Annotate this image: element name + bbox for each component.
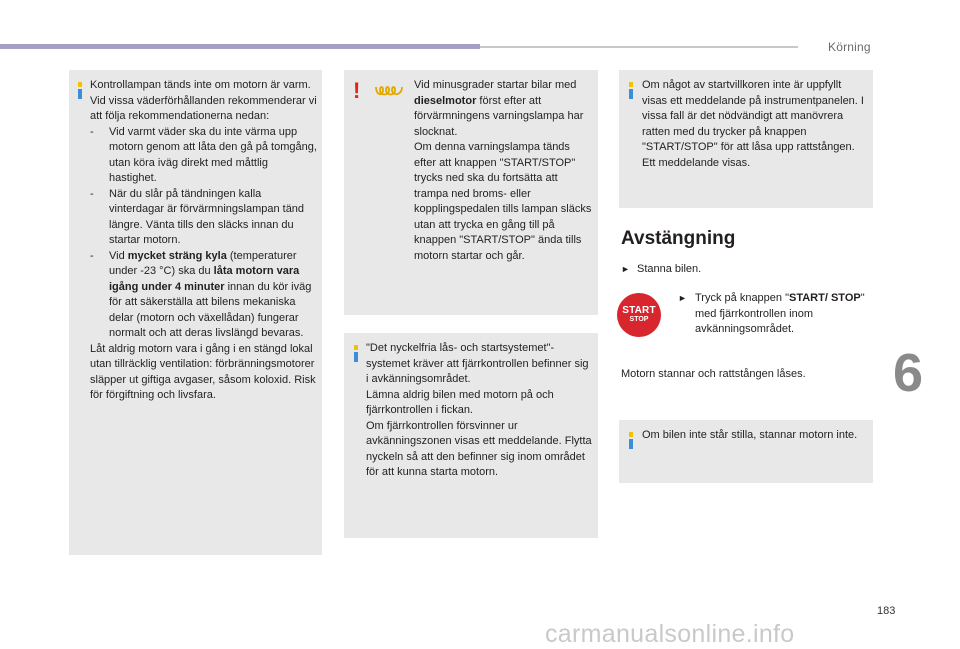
left-outro: Låt aldrig motorn vara i gång i en stängd lokal utan tillräcklig ventilation: förbränningsmotorer släpper ut giftiga avgaser, såsom koloxid. Risk för förgiftning och livsfara. (90, 342, 316, 401)
chapter-number: 6 (893, 343, 924, 403)
info-box-left-text (90, 78, 318, 404)
middle-bottom-p1: "Det nyckelfria lås- och startsystemet"-systemet kräver att fjärrkontrollen befinner sig i avkänningsområdet. (366, 342, 589, 385)
left-list-item-3: - Vid mycket sträng kyla (temperaturer under -23 °C) ska du låta motorn vara igång under 4 minuter innan du kör iväg för att säkerställa att bilens mekaniska delar (motorn och växellådan) fungerar normalt och att deras livslängd bevaras. (90, 249, 318, 342)
warning-box-middle-text (414, 78, 592, 264)
info-icon (78, 82, 82, 99)
header-rule (480, 46, 798, 48)
info-box-right-top-text (642, 78, 868, 171)
preheating-coil-icon (374, 84, 404, 100)
shutdown-step-2: ► Tryck på knappen "START/ STOP" med fjärrkontrollen inom avkänningsområdet. (678, 292, 865, 335)
middle-bottom-p3: Om fjärrkontrollen försvinner ur avkänningszonen visas ett meddelande. Flytta nyckeln så att den befinner sig inom området för att kunna starta motorn. (366, 419, 592, 478)
right-bottom-text: Om bilen inte står stilla, stannar motorn inte. (642, 429, 858, 441)
start-stop-button-icon: START STOP (617, 293, 661, 337)
header-accent-bar (0, 44, 480, 49)
info-box-right-bottom-text (642, 428, 868, 444)
shutdown-step-1: ► Stanna bilen. (621, 262, 871, 278)
bullet-triangle-icon: ► (678, 293, 687, 303)
left-list-item-2: - När du slår på tändningen kalla vinterdagar är förvärmningslampan tänd längre. Vänta tills den släcks innan du startar motorn. (90, 187, 318, 249)
warning-icon: ! (353, 78, 361, 103)
shutdown-result: Motorn stannar och rattstången låses. (621, 368, 806, 380)
middle-top-p1: Vid minusgrader startar bilar med dieselmotor först efter att förvärmningens varningslampa har slocknat. (414, 79, 584, 138)
watermark: carmanualsonline.info (545, 620, 795, 648)
left-intro: Kontrollampan tänds inte om motorn är varm. Vid vissa väderförhållanden rekommenderar vi att följa rekommendationerna nedan: (90, 79, 317, 122)
info-icon (629, 82, 633, 99)
info-box-middle-text (366, 341, 593, 481)
bullet-triangle-icon: ► (621, 264, 630, 274)
info-icon (629, 432, 633, 449)
section-title: Körning (828, 40, 871, 54)
left-list (90, 125, 318, 342)
middle-bottom-p2: Lämna aldrig bilen med motorn på och fjärrkontrollen i fickan. (366, 388, 554, 416)
info-icon (354, 345, 358, 362)
left-list-item-1: - Vid varmt väder ska du inte värma upp motorn genom att låta den gå på tomgång, utan köra iväg direkt med måttlig hastighet. (90, 125, 318, 187)
shutdown-heading: Avstängning (621, 228, 736, 249)
page-number: 183 (877, 605, 896, 617)
middle-top-p2: Om denna varningslampa tänds efter att knappen "START/STOP" trycks ned ska du fortsätta att trampa ned broms- eller kopplingspedalen tills lampan släcks utan att trycka en gång till på knappen "START/STOP" ända tills motorn startar och går. (414, 141, 592, 262)
right-top-text: Om något av startvillkoren inte är uppfyllt visas ett meddelande på instrumentpanelen. I vissa fall är det nödvändigt att manövrera ratten med du trycker på knappen "START/STOP" för att låsa upp rattstången. Ett meddelande visas. (642, 79, 864, 169)
